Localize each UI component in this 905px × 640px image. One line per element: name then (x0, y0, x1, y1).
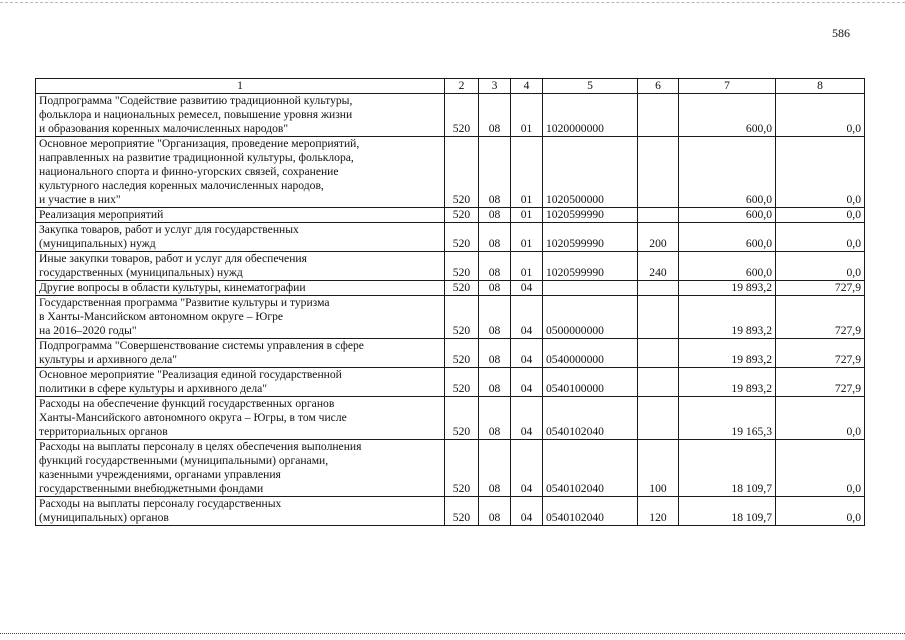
amount-cell: 19 893,2 (679, 339, 776, 368)
row-name-cell: Основное мероприятие "Организация, проведение мероприятий, направленных на развитие традиционной культуры, фольклора, национального спорта и финно-угорских связей, сохранение культурного наследия коренных малочисленных народов, и участие в них" (36, 137, 445, 208)
subsection-code-cell: 04 (511, 368, 543, 397)
section-code-cell: 08 (479, 281, 511, 296)
expense-type-cell: 200 (638, 223, 679, 252)
section-code-cell: 08 (479, 208, 511, 223)
header-cell-1: 1 (36, 79, 445, 94)
row-name-cell: Основное мероприятие "Реализация единой государственной политики в сфере культуры и архивного дела" (36, 368, 445, 397)
target-article-cell: 0540102040 (543, 397, 638, 440)
row-name-cell: Другие вопросы в области культуры, кинематографии (36, 281, 445, 296)
expense-type-cell: 120 (638, 497, 679, 526)
admin-code-cell: 520 (445, 368, 479, 397)
admin-code-cell: 520 (445, 397, 479, 440)
header-cell-7: 7 (679, 79, 776, 94)
expense-type-cell (638, 137, 679, 208)
row-name-cell: Расходы на выплаты персоналу государственных (муниципальных) органов (36, 497, 445, 526)
target-article-cell: 0540100000 (543, 368, 638, 397)
subvention-amount-cell: 0,0 (776, 208, 865, 223)
row-name-cell: Государственная программа "Развитие культуры и туризма в Ханты-Мансийском автономном округе – Югре на 2016–2020 годы" (36, 296, 445, 339)
section-code-cell: 08 (479, 497, 511, 526)
subsection-code-cell: 01 (511, 208, 543, 223)
budget-table (35, 78, 865, 526)
subsection-code-cell: 04 (511, 296, 543, 339)
header-cell-4: 4 (511, 79, 543, 94)
amount-cell: 19 893,2 (679, 368, 776, 397)
target-article-cell: 1020599990 (543, 252, 638, 281)
subvention-amount-cell: 727,9 (776, 296, 865, 339)
table-row (36, 497, 865, 526)
amount-cell: 600,0 (679, 94, 776, 137)
admin-code-cell: 520 (445, 208, 479, 223)
table-row (36, 368, 865, 397)
header-cell-3: 3 (479, 79, 511, 94)
target-article-cell: 1020500000 (543, 137, 638, 208)
header-cell-5: 5 (543, 79, 638, 94)
expense-type-cell (638, 368, 679, 397)
section-code-cell: 08 (479, 223, 511, 252)
admin-code-cell: 520 (445, 223, 479, 252)
table-row (36, 252, 865, 281)
table-row (36, 339, 865, 368)
expense-type-cell (638, 281, 679, 296)
row-name-cell: Расходы на выплаты персоналу в целях обеспечения выполнения функций государственными (муниципальными) органами, казенными учреждениями, органами управления государственными внебюджетными фондами (36, 440, 445, 497)
expense-type-cell (638, 296, 679, 339)
scan-bottom-edge (0, 633, 905, 634)
subsection-code-cell: 04 (511, 281, 543, 296)
row-name-cell: Расходы на обеспечение функций государственных органов Ханты-Мансийского автономного округа – Югры, в том числе территориальных органов (36, 397, 445, 440)
expense-type-cell: 240 (638, 252, 679, 281)
subvention-amount-cell: 0,0 (776, 252, 865, 281)
row-name-cell: Реализация мероприятий (36, 208, 445, 223)
admin-code-cell: 520 (445, 94, 479, 137)
amount-cell: 18 109,7 (679, 497, 776, 526)
target-article-cell: 1020599990 (543, 223, 638, 252)
amount-cell: 600,0 (679, 208, 776, 223)
table-row (36, 137, 865, 208)
page-number: 586 (832, 26, 850, 40)
row-name-cell: Закупка товаров, работ и услуг для государственных (муниципальных) нужд (36, 223, 445, 252)
table-row (36, 296, 865, 339)
amount-cell: 19 165,3 (679, 397, 776, 440)
amount-cell: 19 893,2 (679, 281, 776, 296)
subsection-code-cell: 01 (511, 252, 543, 281)
admin-code-cell: 520 (445, 497, 479, 526)
subvention-amount-cell: 0,0 (776, 440, 865, 497)
amount-cell: 18 109,7 (679, 440, 776, 497)
table-row (36, 94, 865, 137)
admin-code-cell: 520 (445, 440, 479, 497)
row-name-cell: Иные закупки товаров, работ и услуг для обеспечения государственных (муниципальных) нужд (36, 252, 445, 281)
section-code-cell: 08 (479, 94, 511, 137)
subsection-code-cell: 01 (511, 94, 543, 137)
subvention-amount-cell: 727,9 (776, 281, 865, 296)
header-row (36, 79, 865, 94)
subsection-code-cell: 04 (511, 397, 543, 440)
target-article-cell: 1020000000 (543, 94, 638, 137)
subvention-amount-cell: 0,0 (776, 223, 865, 252)
row-name-cell: Подпрограмма "Совершенствование системы управления в сфере культуры и архивного дела" (36, 339, 445, 368)
expense-type-cell (638, 397, 679, 440)
target-article-cell: 0540000000 (543, 339, 638, 368)
subsection-code-cell: 01 (511, 223, 543, 252)
subvention-amount-cell: 0,0 (776, 137, 865, 208)
table-row (36, 440, 865, 497)
header-cell-6: 6 (638, 79, 679, 94)
section-code-cell: 08 (479, 397, 511, 440)
header-cell-2: 2 (445, 79, 479, 94)
admin-code-cell: 520 (445, 252, 479, 281)
subvention-amount-cell: 727,9 (776, 339, 865, 368)
table-row (36, 223, 865, 252)
target-article-cell (543, 281, 638, 296)
subvention-amount-cell: 727,9 (776, 368, 865, 397)
admin-code-cell: 520 (445, 296, 479, 339)
section-code-cell: 08 (479, 252, 511, 281)
header-cell-8: 8 (776, 79, 865, 94)
target-article-cell: 1020599990 (543, 208, 638, 223)
subsection-code-cell: 04 (511, 440, 543, 497)
subvention-amount-cell: 0,0 (776, 397, 865, 440)
table-row (36, 208, 865, 223)
amount-cell: 19 893,2 (679, 296, 776, 339)
subsection-code-cell: 04 (511, 339, 543, 368)
subvention-amount-cell: 0,0 (776, 94, 865, 137)
section-code-cell: 08 (479, 440, 511, 497)
amount-cell: 600,0 (679, 137, 776, 208)
subsection-code-cell: 01 (511, 137, 543, 208)
table-row (36, 281, 865, 296)
admin-code-cell: 520 (445, 281, 479, 296)
target-article-cell: 0540102040 (543, 440, 638, 497)
amount-cell: 600,0 (679, 252, 776, 281)
scan-top-edge (0, 2, 905, 3)
target-article-cell: 0500000000 (543, 296, 638, 339)
admin-code-cell: 520 (445, 339, 479, 368)
section-code-cell: 08 (479, 137, 511, 208)
section-code-cell: 08 (479, 339, 511, 368)
expense-type-cell (638, 94, 679, 137)
expense-type-cell (638, 339, 679, 368)
subsection-code-cell: 04 (511, 497, 543, 526)
subvention-amount-cell: 0,0 (776, 497, 865, 526)
table-row (36, 397, 865, 440)
amount-cell: 600,0 (679, 223, 776, 252)
row-name-cell: Подпрограмма "Содействие развитию традиционной культуры, фольклора и национальных ремесел, повышение уровня жизни и образования коренных малочисленных народов" (36, 94, 445, 137)
admin-code-cell: 520 (445, 137, 479, 208)
section-code-cell: 08 (479, 296, 511, 339)
section-code-cell: 08 (479, 368, 511, 397)
expense-type-cell (638, 208, 679, 223)
target-article-cell: 0540102040 (543, 497, 638, 526)
expense-type-cell: 100 (638, 440, 679, 497)
